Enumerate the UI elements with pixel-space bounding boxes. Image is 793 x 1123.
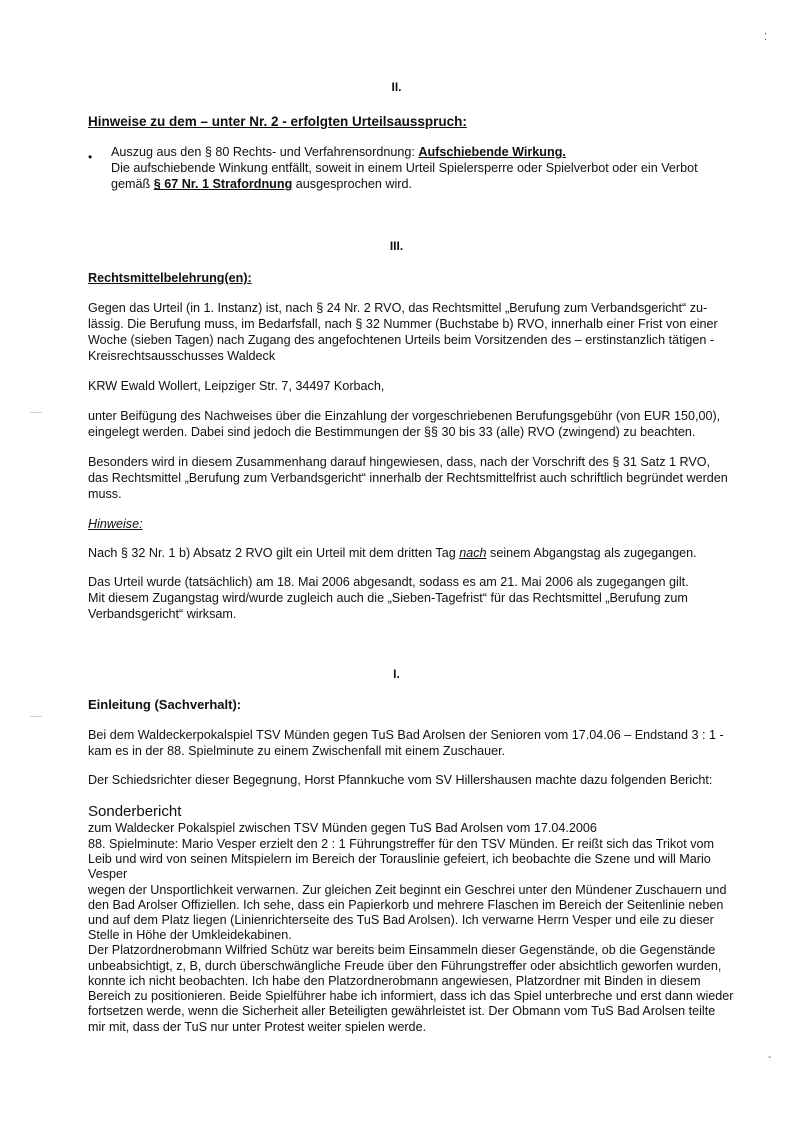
paragraph-line: das Rechtsmittel „Berufung zum Verbandsgericht“ innerhalb der Rechtsmittelfrist auch schriftlich begründet werden	[88, 471, 728, 485]
paragraph-line	[88, 545, 697, 561]
scan-artifact	[30, 716, 42, 717]
report-line: fortsetzen werde, wenn die Sicherheit aller Beteiligten gewährleistet ist. Der Obmann vom TuS Bad Arolsen teilte	[88, 1004, 716, 1018]
address-line: KRW Ewald Wollert, Leipziger Str. 7, 34497 Korbach,	[88, 379, 385, 393]
bullet-line-3	[111, 176, 412, 192]
paragraph-line: Gegen das Urteil (in 1. Instanz) ist, nach § 24 Nr. 2 RVO, das Rechtsmittel „Berufung zum Verbandsgericht“ zu-	[88, 301, 708, 315]
scan-artifact	[30, 412, 42, 413]
report-title: Sonderbericht	[88, 803, 182, 820]
paragraph-line: Bei dem Waldeckerpokalspiel TSV Münden gegen TuS Bad Arolsen der Senioren vom 17.04.06 – Endstand 3 : 1 -	[88, 728, 724, 742]
scan-mark: ‐	[768, 1052, 772, 1063]
bullet: •	[88, 150, 93, 164]
paragraph-line: Kreisrechtsausschusses Waldeck	[88, 349, 276, 363]
paragraph-line: Das Urteil wurde (tatsächlich) am 18. Mai 2006 abgesandt, sodass es am 21. Mai 2006 als zugegangen gilt.	[88, 575, 689, 589]
hinweis-emphasis: nach	[459, 546, 487, 560]
report-line: Der Platzordnerobmann Wilfried Schütz war bereits beim Einsammeln dieser Gegenstände, ob die Gegenstände	[88, 943, 716, 957]
strafordnung-reference: § 67 Nr. 1 Strafordnung	[153, 177, 293, 191]
paragraph-line: eingelegt werden. Dabei sind jedoch die Bestimmungen der §§ 30 bis 33 (alle) RVO (zwingend) zu beachten.	[88, 425, 696, 439]
section-i-heading: Einleitung (Sachverhalt):	[88, 697, 242, 712]
report-line: und auf dem Platz liegen (Linienrichterseite des TuS Bad Arolsen). Ich verwarne Herrn Vesper und eile zu dieser	[88, 913, 714, 927]
report-line: Stelle in Höhe der Umkleidekabinen.	[88, 928, 292, 942]
report-line: zum Waldecker Pokalspiel zwischen TSV Münden gegen TuS Bad Arolsen vom 17.04.2006	[88, 821, 597, 835]
paragraph-line: lässig. Die Berufung muss, im Bedarfsfall, nach § 32 Nummer (Buchstabe b) RVO, innerhalb einer Frist von einer	[88, 317, 718, 331]
paragraph-line: kam es in der 88. Spielminute zu einem Zwischenfall mit einem Zuschauer.	[88, 744, 506, 758]
report-line: konnte ich nicht beobachten. Ich habe den Platzordnerobmann angewiesen, Platzordner mit Binden in diesem	[88, 974, 701, 988]
section-numeral-iii: III.	[389, 239, 404, 253]
bullet-line-3-post: ausgesprochen wird.	[292, 177, 412, 191]
report-line: Vesper	[88, 867, 128, 881]
paragraph-line: Woche (sieben Tagen) nach Zugang des angefochtenen Urteils beim Vorsitzenden des – erstinstanzlich tätigen -	[88, 333, 715, 347]
bullet-line-2: Die aufschiebende Winkung entfällt, soweit in einem Urteil Spielersperre oder Spielverbot oder ein Verbot	[111, 161, 698, 175]
bullet-line-1-text: Auszug aus den § 80 Rechts- und Verfahrensordnung:	[111, 145, 419, 159]
hinweis-text-post: seinem Abgangstag als zugegangen.	[486, 546, 697, 560]
section-iii-heading: Rechtsmittelbelehrung(en):	[88, 271, 252, 285]
hinweis-text-pre: Nach § 32 Nr. 1 b) Absatz 2 RVO gilt ein Urteil mit dem dritten Tag	[88, 546, 460, 560]
paragraph-line: Besonders wird in diesem Zusammenhang darauf hingewiesen, dass, nach der Vorschrift des § 31 Satz 1 RVO,	[88, 455, 711, 469]
section-numeral-i: I.	[393, 667, 400, 681]
paragraph-line: Der Schiedsrichter dieser Begegnung, Horst Pfannkuche vom SV Hillershausen machte dazu folgenden Bericht:	[88, 773, 713, 787]
report-line: 88. Spielminute: Mario Vesper erzielt den 2 : 1 Führungstreffer für den TSV Münden. Er reißt sich das Trikot vom	[88, 837, 715, 851]
report-line: unbeabsichtigt, z, B, durch überschwängliche Freude über den Führungstreffer oder absichtlich geworfen wurden,	[88, 959, 722, 973]
report-line: wegen der Unsportlichkeit verwarnen. Zur gleichen Zeit beginnt ein Geschrei unter den Mündener Zuschauern und	[88, 883, 727, 897]
bullet-line-3-pre: gemäß	[111, 177, 154, 191]
section-ii-heading: Hinweise zu dem – unter Nr. 2 - erfolgten Urteilsausspruch:	[88, 114, 467, 129]
report-line: Bereich zu positionieren. Beide Spielführer habe ich informiert, dass ich das Spiel unterbreche und erst dann wieder	[88, 989, 734, 1003]
paragraph-line: Verbandsgericht“ wirksam.	[88, 607, 237, 621]
paragraph-line: unter Beifügung des Nachweises über die Einzahlung der vorgeschriebenen Berufungsgebühr (von EUR 150,00),	[88, 409, 721, 423]
section-numeral-ii: II.	[391, 80, 402, 94]
report-line: den Bad Arolser Offiziellen. Ich sehe, dass ein Papierkorb und mehrere Flaschen im Bereich der Seitenlinie neben	[88, 898, 724, 912]
aufschiebende-wirkung-label: Aufschiebende Wirkung.	[418, 145, 566, 159]
scan-mark: ⁚	[764, 32, 768, 43]
paragraph-line: muss.	[88, 487, 122, 501]
report-line: Leib und wird von seinen Mitspielern im Bereich der Torauslinie gefeiert, ich beobachte die Szene und will Mario	[88, 852, 711, 866]
hinweise-label: Hinweise:	[88, 517, 143, 531]
bullet-line-1	[111, 144, 566, 160]
report-line: mir mit, dass der TuS nur unter Protest weiter spielen werde.	[88, 1020, 427, 1034]
paragraph-line: Mit diesem Zugangstag wird/wurde zugleich auch die „Sieben-Tagefrist“ für das Rechtsmittel „Berufung zum	[88, 591, 688, 605]
